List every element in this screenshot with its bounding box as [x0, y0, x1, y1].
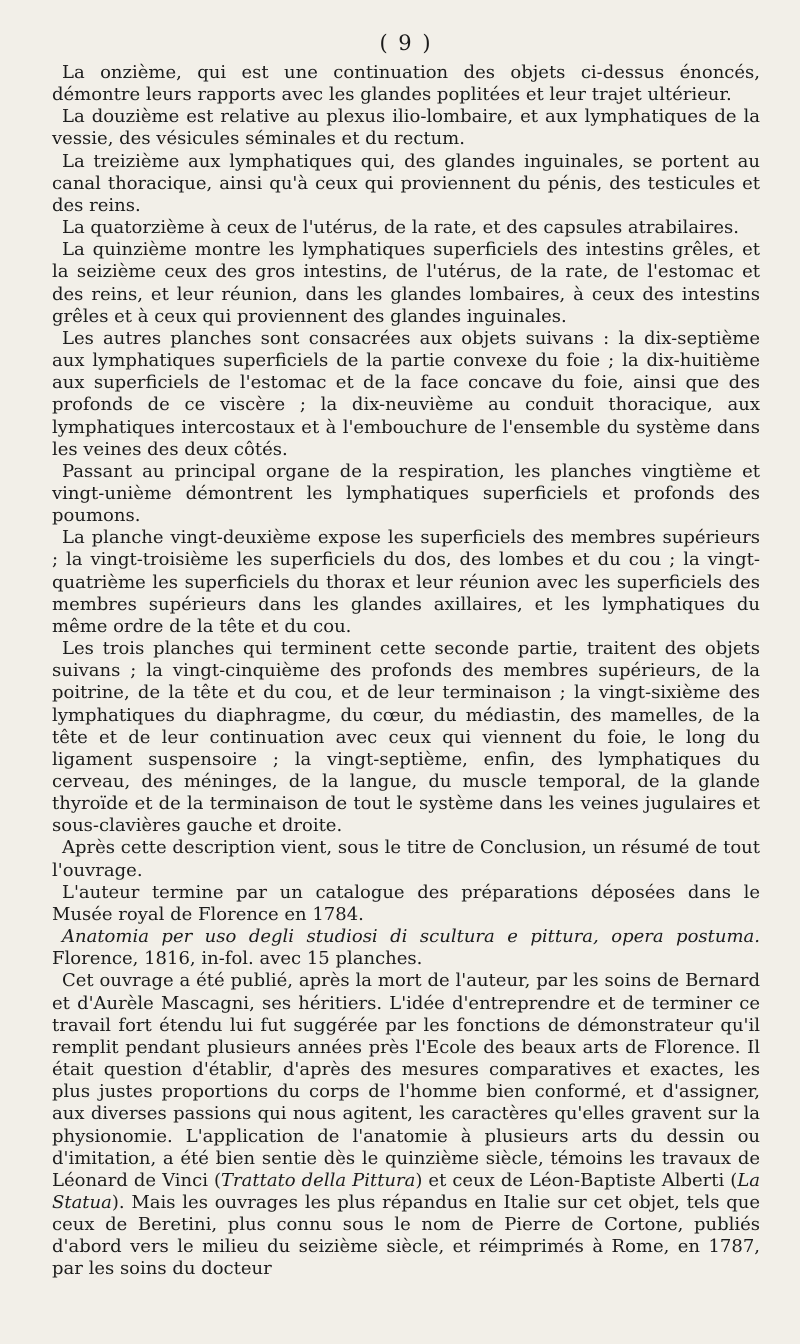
body-text: [52, 62, 760, 1281]
book-details: Florence, 1816, in-fol. avec 15 planches.: [52, 948, 423, 970]
paragraph-trois-planches: Les trois planches qui terminent cette seconde partie, traitent des objets suivans ; la vingt-cinquième des profonds des membres supérieurs, de la poitrine, de la tête et du cou, et de leur terminaison ; la vingt-sixième des lymphatiques du diaphragme, du cœur, du médiastin, des mamelles, de la tête et de leur continuation avec ceux qui viennent du foie, le long du ligament suspensoire ; la vingt-septième, enfin, des lymphatiques du cerveau, des méninges, de la langue, du muscle temporal, de la glande thyroïde et de la terminaison de tout le système dans les veines jugulaires et sous-clavières gauche et droite.: [52, 638, 760, 837]
book-title: Anatomia per uso degli studiosi di scultura e pittura, opera postuma.: [62, 926, 760, 948]
paragraph-douzieme: La douzième est relative au plexus ilio-lombaire, et aux lymphatiques de la vessie, des vésicules séminales et du rectum.: [52, 106, 760, 150]
paragraph-treizieme: La treizième aux lymphatiques qui, des glandes inguinales, se portent au canal thoracique, ainsi qu'à ceux qui proviennent du pénis, des testicules et des reins.: [52, 150, 760, 216]
paragraph-ouvrage-publie: [52, 970, 760, 1280]
paragraph-quatorzieme: La quatorzième à ceux de l'utérus, de la rate, et des capsules atrabilaires.: [62, 217, 739, 239]
italic-title-statua: La Statua: [52, 1169, 760, 1213]
book-entry: [52, 926, 760, 970]
paragraph-respiration: Passant au principal organe de la respiration, les planches vingtième et vingt-unième démontrent les lymphatiques superficiels et profonds des poumons.: [52, 460, 760, 527]
final-text-part2: ) et ceux de Léon-Baptiste Alberti (: [415, 1169, 738, 1191]
paragraph-onzieme: La onzième, qui est une continuation des objets ci-dessus énoncés, démontre leurs rapports avec les glandes poplitées et leur trajet ultérieur.: [52, 62, 760, 106]
paragraph-conclusion: Après cette description vient, sous le titre de Conclusion, un résumé de tout l'ouvrage.: [52, 837, 760, 881]
paragraph-quinzieme: La quinzième montre les lymphatiques superficiels des intestins grêles, et la seizième ceux des gros intestins, de l'utérus, de la rate, de l'estomac et des reins, et leur réunion, dans les glandes lombaires, à ceux des intestins grêles et à ceux qui proviennent des glandes inguinales.: [52, 239, 760, 327]
paragraph-vingt-deuxieme: La planche vingt-deuxième expose les superficiels des membres supérieurs ; la vingt-troisième les superficiels du dos, des lombes et du cou ; la vingt-quatrième les superficiels du thorax et leur réunion avec les superficiels des membres supérieurs dans les glandes axillaires, et les lymphatiques du même ordre de la tête et du cou.: [52, 527, 760, 637]
final-text-part1: Cet ouvrage a été publié, après la mort de l'auteur, par les soins de Bernard et d'Aurèle Mascagni, ses héritiers. L'idée d'entreprendre et de terminer ce travail fort étendu lui fut suggérée par les fonctions de démonstrateur qu'il remplit pendant plusieurs années près l'Ecole des beaux arts de Florence. Il était question d'établir, d'après des mesures comparatives et exactes, les plus justes proportions du corps de l'homme bien conformé, et d'assigner, aux diverses passions qui nous agitent, les caractères qu'elles gravent sur la physionomie. L'application de l'anatomie à plusieurs arts du dessin ou d'imitation, a été bien sentie dès le quinzième siècle, témoins les travaux de Léonard de Vinci (: [52, 970, 760, 1191]
paragraph-catalogue: L'auteur termine par un catalogue des préparations déposées dans le Musée royal de Florence en 1784.: [52, 881, 760, 925]
italic-title-trattato: Trattato della Pittura: [221, 1169, 416, 1191]
paragraph-autres-planches: Les autres planches sont consacrées aux objets suivans : la dix-septième aux lymphatiques superficiels de la partie convexe du foie ; la dix-huitième aux superficiels de l'estomac et de la face concave du foie, ainsi que des profonds de ce viscère ; la dix-neuvième au conduit thoracique, aux lymphatiques intercostaux et à l'embouchure de l'ensemble du système dans les veines des deux côtés.: [52, 327, 760, 460]
page-number: ( 9 ): [379, 31, 433, 55]
final-text-part3: ). Mais les ouvrages les plus répandus en Italie sur cet objet, tels que ceux de Beretini, plus connu sous le nom de Pierre de Cortone, publiés d'abord vers le milieu du seizième siècle, et réimprimés à Rome, en 1787, par les soins du docteur: [52, 1191, 760, 1280]
